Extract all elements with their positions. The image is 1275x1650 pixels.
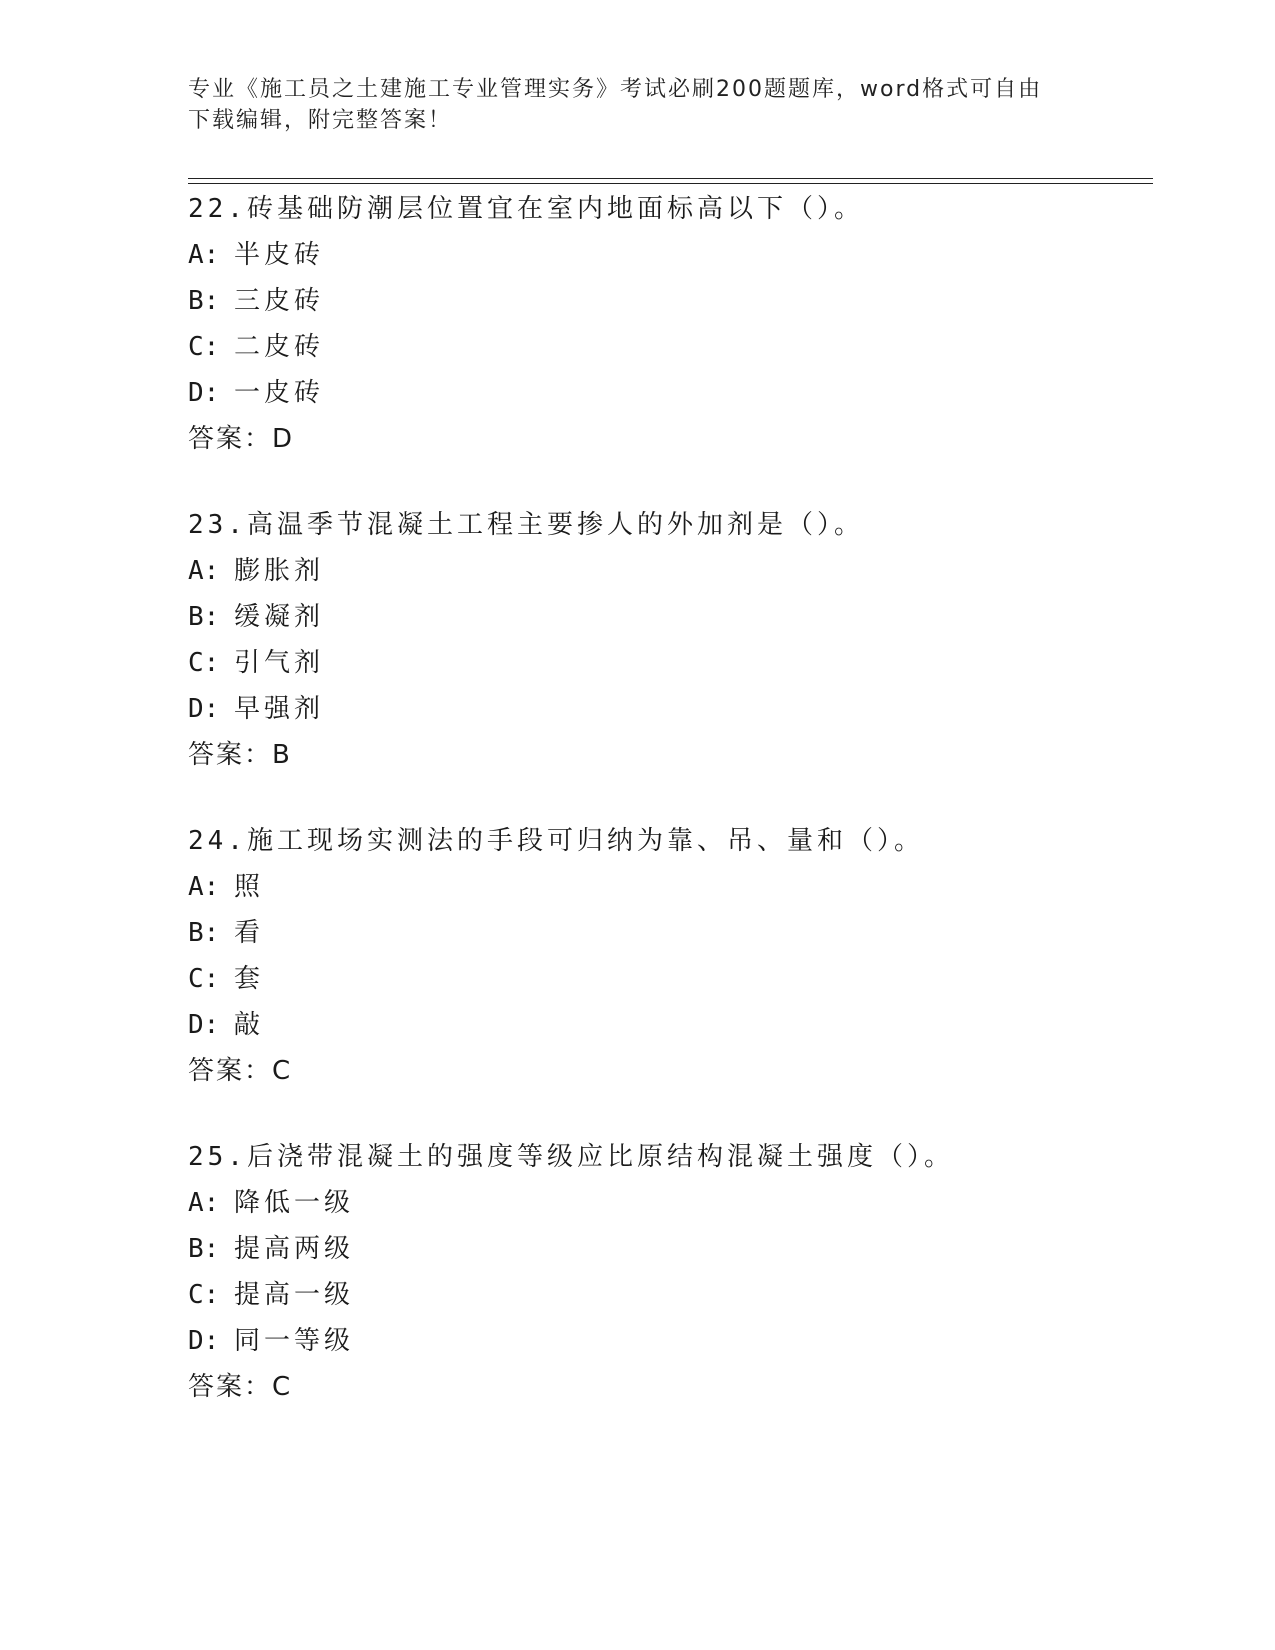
option-text: 提高一级 <box>234 1280 355 1310</box>
header-line-2: 下载编辑，附完整答案！ <box>188 108 453 133</box>
option-a <box>188 548 1148 594</box>
option-label: D: <box>188 1326 220 1356</box>
option-label: D: <box>188 378 220 408</box>
option-c <box>188 324 1148 370</box>
option-text: 套 <box>234 964 265 994</box>
option-text: 早强剂 <box>234 694 325 724</box>
option-text: 三皮砖 <box>234 286 325 316</box>
option-label: D: <box>188 694 220 724</box>
option-text: 二皮砖 <box>234 332 325 362</box>
header-divider-top <box>188 178 1153 179</box>
question-stem: 24.施工现场实测法的手段可归纳为靠、吊、量和（）。 <box>188 826 924 856</box>
option-d <box>188 686 1148 732</box>
answer-label: 答案： <box>188 740 273 770</box>
option-text: 同一等级 <box>234 1326 355 1356</box>
question-24 <box>188 818 1148 1094</box>
option-label: B: <box>188 286 220 316</box>
question-stem: 25.后浇带混凝土的强度等级应比原结构混凝土强度（）。 <box>188 1142 954 1172</box>
option-b <box>188 910 1148 956</box>
option-a <box>188 232 1148 278</box>
option-label: C: <box>188 964 220 994</box>
option-a <box>188 864 1148 910</box>
option-label: C: <box>188 648 220 678</box>
option-text: 看 <box>234 918 265 948</box>
answer-label: 答案： <box>188 1372 273 1402</box>
header-line-1: 专业《施工员之土建施工专业管理实务》考试必刷200题题库，word格式可自由 <box>188 77 1043 102</box>
answer-value: C <box>272 1056 293 1086</box>
option-b <box>188 1226 1148 1272</box>
option-text: 膨胀剂 <box>234 556 325 586</box>
option-a <box>188 1180 1148 1226</box>
answer-line <box>188 732 1148 778</box>
question-stem: 22.砖基础防潮层位置宜在室内地面标高以下（）。 <box>188 194 864 224</box>
option-c <box>188 640 1148 686</box>
option-label: A: <box>188 240 220 270</box>
option-text: 降低一级 <box>234 1188 355 1218</box>
option-d <box>188 370 1148 416</box>
option-text: 半皮砖 <box>234 240 325 270</box>
option-c <box>188 956 1148 1002</box>
option-label: B: <box>188 918 220 948</box>
header-divider-bottom <box>188 183 1153 184</box>
option-d <box>188 1002 1148 1048</box>
answer-line <box>188 1048 1148 1094</box>
question-23 <box>188 502 1148 778</box>
option-text: 一皮砖 <box>234 378 325 408</box>
option-text: 照 <box>234 872 265 902</box>
option-text: 引气剂 <box>234 648 325 678</box>
answer-line <box>188 1364 1148 1410</box>
option-text: 提高两级 <box>234 1234 355 1264</box>
option-text: 敲 <box>234 1010 265 1040</box>
question-22 <box>188 186 1148 462</box>
answer-value: C <box>272 1372 293 1402</box>
option-label: B: <box>188 1234 220 1264</box>
option-label: C: <box>188 1280 220 1310</box>
option-b <box>188 278 1148 324</box>
document-header <box>188 74 1068 136</box>
option-label: D: <box>188 1010 220 1040</box>
question-25 <box>188 1134 1148 1410</box>
option-label: A: <box>188 872 220 902</box>
answer-value: D <box>272 424 295 454</box>
answer-value: B <box>272 740 292 770</box>
option-d <box>188 1318 1148 1364</box>
answer-label: 答案： <box>188 424 273 454</box>
option-label: C: <box>188 332 220 362</box>
option-label: B: <box>188 602 220 632</box>
answer-label: 答案： <box>188 1056 273 1086</box>
question-stem: 23.高温季节混凝土工程主要掺人的外加剂是（）。 <box>188 510 864 540</box>
option-b <box>188 594 1148 640</box>
option-c <box>188 1272 1148 1318</box>
option-label: A: <box>188 1188 220 1218</box>
option-text: 缓凝剂 <box>234 602 325 632</box>
option-label: A: <box>188 556 220 586</box>
answer-line <box>188 416 1148 462</box>
